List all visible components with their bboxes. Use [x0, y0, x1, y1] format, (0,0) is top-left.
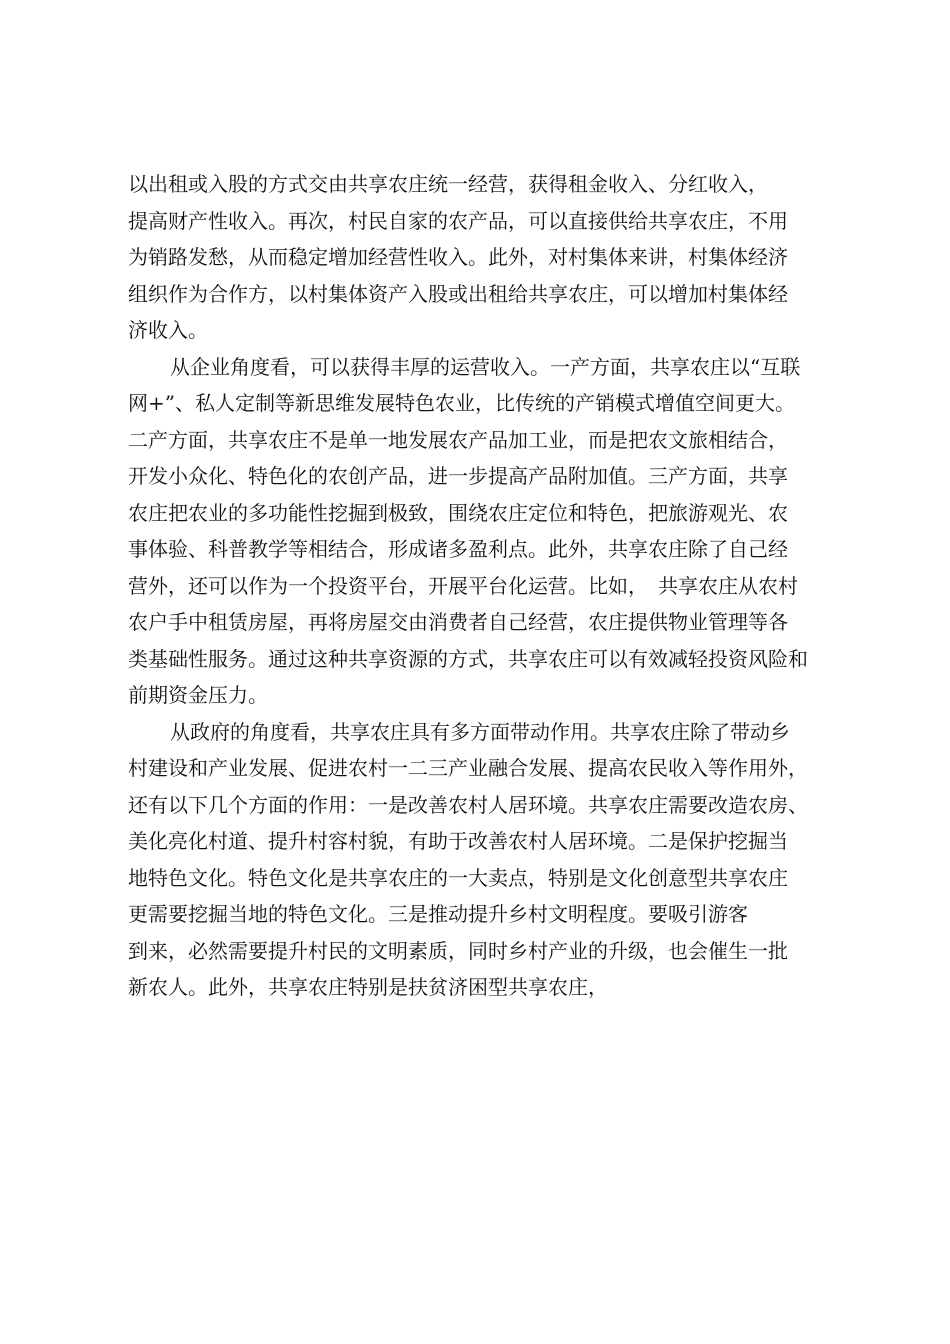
text-line: 二产方面，共享农庄不是单一地发展农产品加工业，而是把农文旅相结合，	[128, 427, 788, 452]
text-line: 类基础性服务。通过这种共享资源的方式，共享农庄可以有效减轻投资风险和	[128, 646, 808, 671]
text-line: 为销路发愁，从而稳定增加经营性收入。此外，对村集体来讲，村集体经济	[128, 245, 788, 269]
text-line: 村建设和产业发展、促进农村一二三产业融合发展、提高农民收入等作用外，	[128, 756, 808, 780]
text-line: 以出租或入股的方式交由共享农庄统一经营，获得租金收入、分红收入，	[128, 172, 768, 196]
text-line: 事体验、科普教学等相结合，形成诸多盈利点。此外，共享农庄除了自己经	[128, 537, 788, 561]
body-text	[128, 166, 848, 1006]
text-line: 美化亮化村道、提升村容村貌，有助于改善农村人居环境。二是保护挖掘当	[128, 829, 788, 853]
text-line: 前期资金压力。	[128, 683, 268, 707]
text-line: 还有以下几个方面的作用：一是改善农村人居环境。共享农庄需要改造农房、	[128, 792, 808, 817]
text-line: 新农人。此外，共享农庄特别是扶贫济困型共享农庄，	[128, 975, 608, 999]
text-line: 开发小众化、特色化的农创产品，进一步提高产品附加值。三产方面，共享	[128, 464, 788, 488]
text-line: 提高财产性收入。再次，村民自家的农产品，可以直接供给共享农庄，不用	[128, 208, 788, 233]
paragraph-1	[128, 166, 848, 349]
paragraph-3	[128, 714, 848, 1006]
text-line: 地特色文化。特色文化是共享农庄的一大卖点，特别是文化创意型共享农庄	[128, 865, 788, 890]
text-line: 农庄把农业的多功能性挖掘到极致，围绕农庄定位和特色，把旅游观光、农	[128, 500, 788, 525]
text-line: 从政府的角度看，共享农庄具有多方面带动作用。共享农庄除了带动乡	[170, 719, 790, 744]
text-line: 从企业角度看，可以获得丰厚的运营收入。一产方面，共享农庄以“互联	[170, 354, 801, 379]
text-line: 网+”、私人定制等新思维发展特色农业，比传统的产销模式增值空间更大。	[128, 391, 795, 415]
paragraph-2	[128, 349, 848, 714]
text-line: 组织作为合作方，以村集体资产入股或出租给共享农庄，可以增加村集体经	[128, 281, 788, 306]
text-line: 更需要挖掘当地的特色文化。三是推动提升乡村文明程度。要吸引游客	[128, 902, 748, 926]
text-line: 营外，还可以作为一个投资平台，开展平台化运营。比如， 共享农庄从农村	[128, 573, 798, 598]
text-line: 农户手中租赁房屋，再将房屋交由消费者自己经营，农庄提供物业管理等各	[128, 610, 788, 634]
text-line: 济收入。	[128, 318, 208, 342]
text-line: 到来，必然需要提升村民的文明素质，同时乡村产业的升级，也会催生一批	[128, 938, 788, 963]
